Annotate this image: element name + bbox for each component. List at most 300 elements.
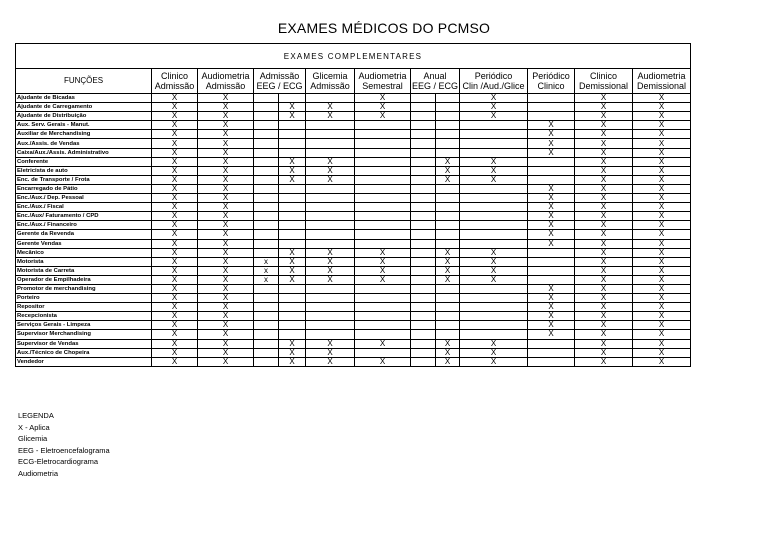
table-row — [16, 157, 691, 166]
exam-mark-cell — [279, 239, 306, 248]
exam-mark-cell: X — [460, 94, 528, 103]
exam-mark-cell — [306, 194, 355, 203]
exam-mark-cell: X — [460, 266, 528, 275]
function-name: Enc. de Transporte / Frota — [16, 175, 152, 184]
exam-mark-cell: X — [355, 357, 411, 366]
exam-mark-cell — [528, 357, 575, 366]
exam-mark-cell — [528, 257, 575, 266]
exams-table — [15, 43, 691, 367]
exam-mark-cell — [436, 130, 460, 139]
exam-mark-cell: X — [279, 175, 306, 184]
exam-mark-cell — [436, 184, 460, 193]
exam-mark-cell — [411, 148, 436, 157]
exam-mark-cell: X — [575, 239, 633, 248]
exam-mark-cell — [436, 194, 460, 203]
exam-mark-cell — [436, 230, 460, 239]
exam-mark-cell: X — [575, 321, 633, 330]
exam-mark-cell: X — [436, 157, 460, 166]
exam-mark-cell — [306, 121, 355, 130]
exam-mark-cell — [411, 212, 436, 221]
exam-mark-cell — [355, 221, 411, 230]
function-name: Enc./Aux/ Faturamento / CPD — [16, 212, 152, 221]
exam-mark-cell: X — [528, 203, 575, 212]
legend-item: EEG - Eletroencefalograma — [18, 445, 110, 455]
function-name: Ajudante de Distribuição — [16, 112, 152, 121]
function-name: Enc./Aux./ Dep. Pessoal — [16, 194, 152, 203]
exam-mark-cell: X — [575, 248, 633, 257]
exam-mark-cell — [411, 330, 436, 339]
function-name: Porteiro — [16, 294, 152, 303]
table-row — [16, 139, 691, 148]
exam-mark-cell — [279, 294, 306, 303]
exam-mark-cell: X — [575, 266, 633, 275]
function-name: Ajudante de Carregamento — [16, 103, 152, 112]
exam-mark-cell: X — [633, 312, 691, 321]
exam-mark-cell — [254, 348, 279, 357]
exam-mark-cell: X — [198, 321, 254, 330]
exam-mark-cell: X — [198, 303, 254, 312]
exam-mark-cell: X — [152, 284, 198, 293]
exam-mark-cell: X — [152, 275, 198, 284]
exam-mark-cell — [411, 139, 436, 148]
exam-mark-cell — [355, 121, 411, 130]
exam-mark-cell — [254, 184, 279, 193]
exam-mark-cell: X — [528, 239, 575, 248]
exam-mark-cell — [279, 194, 306, 203]
exam-mark-cell: X — [306, 166, 355, 175]
exam-mark-cell: X — [575, 303, 633, 312]
exam-mark-cell: X — [460, 166, 528, 175]
legend-item: ECG-Eletrocardiograma — [18, 457, 99, 467]
exam-mark-cell: X — [306, 175, 355, 184]
exam-mark-cell: X — [279, 357, 306, 366]
exam-mark-cell — [460, 294, 528, 303]
exam-mark-cell — [279, 303, 306, 312]
header-admissao-eeg-ecg: Admissão EEG / ECG — [254, 69, 306, 94]
exam-mark-cell — [460, 239, 528, 248]
exam-mark-cell: X — [279, 339, 306, 348]
exam-mark-cell — [355, 348, 411, 357]
exam-mark-cell: X — [460, 112, 528, 121]
exam-mark-cell: X — [528, 194, 575, 203]
exam-mark-cell — [411, 121, 436, 130]
exam-mark-cell — [528, 94, 575, 103]
exam-mark-cell — [411, 275, 436, 284]
exam-mark-cell: X — [198, 339, 254, 348]
exam-mark-cell: X — [355, 266, 411, 275]
function-name: Supervisor Merchandising — [16, 330, 152, 339]
table-row — [16, 230, 691, 239]
table-row — [16, 194, 691, 203]
exam-mark-cell: X — [575, 294, 633, 303]
exam-mark-cell: X — [355, 112, 411, 121]
exam-mark-cell — [355, 175, 411, 184]
table-row — [16, 130, 691, 139]
exam-mark-cell: X — [198, 103, 254, 112]
exam-mark-cell — [411, 103, 436, 112]
exam-mark-cell — [306, 221, 355, 230]
exam-mark-cell: X — [633, 357, 691, 366]
exam-mark-cell: X — [198, 294, 254, 303]
header-audiometria-semestral: Audiometria Semestral — [355, 69, 411, 94]
exam-mark-cell: X — [279, 103, 306, 112]
exam-mark-cell: X — [436, 257, 460, 266]
header-periodico-clin-aud-glice: Periódico Clin /Aud./Glice — [460, 69, 528, 94]
exam-mark-cell — [279, 148, 306, 157]
exam-mark-cell: X — [633, 348, 691, 357]
exam-mark-cell: X — [198, 212, 254, 221]
exam-mark-cell: X — [528, 212, 575, 221]
exam-mark-cell: X — [633, 166, 691, 175]
exam-mark-cell — [411, 266, 436, 275]
exam-mark-cell — [254, 330, 279, 339]
exam-mark-cell — [411, 303, 436, 312]
exam-mark-cell: X — [633, 230, 691, 239]
table-row — [16, 203, 691, 212]
exam-mark-cell: X — [575, 112, 633, 121]
header-anual-eeg-ecg: Anual EEG / ECG — [411, 69, 460, 94]
exam-mark-cell — [355, 203, 411, 212]
exam-mark-cell: X — [633, 303, 691, 312]
exam-mark-cell — [436, 103, 460, 112]
exam-mark-cell: X — [633, 157, 691, 166]
exam-mark-cell: X — [152, 94, 198, 103]
header-clinico-admissao: Clinico Admissão — [152, 69, 198, 94]
exam-mark-cell — [436, 221, 460, 230]
exam-mark-cell: X — [198, 175, 254, 184]
exam-mark-cell — [355, 184, 411, 193]
exam-mark-cell — [528, 175, 575, 184]
exam-mark-cell — [355, 130, 411, 139]
exam-mark-cell: X — [152, 175, 198, 184]
exam-mark-cell — [355, 157, 411, 166]
exam-mark-cell — [411, 230, 436, 239]
exam-mark-cell: X — [152, 194, 198, 203]
exam-mark-cell: X — [152, 148, 198, 157]
exam-mark-cell: X — [575, 312, 633, 321]
exam-mark-cell: X — [633, 203, 691, 212]
exam-mark-cell: X — [198, 94, 254, 103]
exam-mark-cell — [306, 148, 355, 157]
function-name: Ajudante de Bicadas — [16, 94, 152, 103]
exam-mark-cell: X — [633, 148, 691, 157]
exam-mark-cell: X — [575, 103, 633, 112]
exam-mark-cell — [254, 112, 279, 121]
exam-mark-cell: X — [575, 194, 633, 203]
function-name: Enc./Aux./ Financeiro — [16, 221, 152, 230]
exam-mark-cell: X — [633, 94, 691, 103]
exam-mark-cell — [254, 139, 279, 148]
exam-mark-cell: X — [436, 339, 460, 348]
exam-mark-cell: X — [152, 103, 198, 112]
exam-mark-cell — [460, 321, 528, 330]
exam-mark-cell — [306, 94, 355, 103]
exam-mark-cell: X — [152, 357, 198, 366]
function-name: Caixa/Aux./Assis. Administrativo — [16, 148, 152, 157]
table-row — [16, 294, 691, 303]
exam-mark-cell — [436, 294, 460, 303]
exam-mark-cell: X — [575, 121, 633, 130]
exam-mark-cell — [355, 239, 411, 248]
exam-mark-cell: X — [528, 184, 575, 193]
exam-mark-cell — [411, 166, 436, 175]
exam-mark-cell — [460, 148, 528, 157]
exam-mark-cell: X — [460, 257, 528, 266]
exam-mark-cell: X — [633, 121, 691, 130]
exam-mark-cell — [355, 212, 411, 221]
exam-mark-cell — [306, 330, 355, 339]
exam-mark-cell: X — [355, 248, 411, 257]
legend-item: Glicemia — [18, 434, 48, 444]
exam-mark-cell — [279, 203, 306, 212]
exam-mark-cell — [436, 203, 460, 212]
exam-mark-cell — [279, 94, 306, 103]
exam-mark-cell — [306, 139, 355, 148]
exam-mark-cell: X — [306, 357, 355, 366]
exam-mark-cell: X — [198, 266, 254, 275]
exam-mark-cell — [254, 148, 279, 157]
exam-mark-cell: X — [633, 221, 691, 230]
exam-mark-cell — [306, 130, 355, 139]
exam-mark-cell: X — [306, 348, 355, 357]
exam-mark-cell — [528, 157, 575, 166]
exam-mark-cell: X — [152, 312, 198, 321]
exam-mark-cell — [279, 121, 306, 130]
exam-mark-cell: X — [460, 175, 528, 184]
exam-mark-cell: X — [279, 266, 306, 275]
exam-mark-cell: X — [152, 184, 198, 193]
function-name: Auxiliar de Merchandising — [16, 130, 152, 139]
table-row — [16, 321, 691, 330]
exam-mark-cell — [306, 294, 355, 303]
exam-mark-cell — [460, 130, 528, 139]
exam-mark-cell — [254, 157, 279, 166]
exam-mark-cell — [279, 330, 306, 339]
exam-mark-cell — [436, 330, 460, 339]
exam-mark-cell: X — [198, 357, 254, 366]
exam-mark-cell — [528, 266, 575, 275]
exam-mark-cell — [306, 203, 355, 212]
exam-mark-cell — [411, 184, 436, 193]
exam-mark-cell — [254, 130, 279, 139]
exam-mark-cell: X — [279, 248, 306, 257]
exam-mark-cell: X — [306, 275, 355, 284]
function-name: Supervisor de Vendas — [16, 339, 152, 348]
exam-mark-cell: x — [254, 266, 279, 275]
exam-mark-cell — [436, 321, 460, 330]
exam-mark-cell: X — [460, 348, 528, 357]
exam-mark-cell: X — [633, 184, 691, 193]
exam-mark-cell: X — [633, 239, 691, 248]
exam-mark-cell: X — [633, 294, 691, 303]
exam-mark-cell: X — [575, 157, 633, 166]
table-row — [16, 330, 691, 339]
header-glicemia-admissao: Glicemia Admissão — [306, 69, 355, 94]
exam-mark-cell: X — [436, 357, 460, 366]
exam-mark-cell — [279, 184, 306, 193]
exam-mark-cell: X — [152, 303, 198, 312]
exam-mark-cell: X — [152, 248, 198, 257]
exam-mark-cell — [254, 221, 279, 230]
exam-mark-cell: X — [198, 139, 254, 148]
exam-mark-cell — [436, 94, 460, 103]
exam-mark-cell: x — [254, 275, 279, 284]
exam-mark-cell — [460, 194, 528, 203]
exam-mark-cell — [528, 112, 575, 121]
table-row — [16, 103, 691, 112]
exam-mark-cell: X — [198, 348, 254, 357]
exam-mark-cell — [254, 94, 279, 103]
table-row — [16, 166, 691, 175]
exam-mark-cell — [411, 294, 436, 303]
table-body — [16, 94, 691, 367]
exam-mark-cell: X — [633, 194, 691, 203]
exam-mark-cell: X — [152, 348, 198, 357]
exam-mark-cell — [411, 239, 436, 248]
exam-mark-cell: X — [633, 130, 691, 139]
exam-mark-cell — [528, 103, 575, 112]
exam-mark-cell — [411, 94, 436, 103]
exam-mark-cell: X — [460, 357, 528, 366]
table-row — [16, 348, 691, 357]
exam-mark-cell — [460, 139, 528, 148]
exam-mark-cell: X — [152, 257, 198, 266]
exam-mark-cell — [254, 312, 279, 321]
exam-mark-cell: X — [306, 112, 355, 121]
exam-mark-cell — [306, 321, 355, 330]
exam-mark-cell: X — [355, 275, 411, 284]
exam-mark-cell — [254, 339, 279, 348]
exam-mark-cell — [254, 294, 279, 303]
exam-mark-cell: X — [279, 275, 306, 284]
exam-mark-cell: X — [436, 175, 460, 184]
exam-mark-cell — [355, 330, 411, 339]
exam-mark-cell — [306, 239, 355, 248]
exam-mark-cell — [528, 348, 575, 357]
exam-mark-cell — [279, 212, 306, 221]
table-row — [16, 284, 691, 293]
function-name: Recepcionista — [16, 312, 152, 321]
exam-mark-cell — [460, 203, 528, 212]
exam-mark-cell: X — [633, 266, 691, 275]
exam-mark-cell — [436, 303, 460, 312]
exam-mark-cell: X — [152, 266, 198, 275]
exam-mark-cell: X — [152, 112, 198, 121]
exam-mark-cell: X — [575, 203, 633, 212]
exam-mark-cell — [411, 257, 436, 266]
exam-mark-cell: X — [279, 166, 306, 175]
function-name: Operador de Empilhadeira — [16, 275, 152, 284]
exam-mark-cell — [254, 321, 279, 330]
exam-mark-cell — [436, 239, 460, 248]
table-row — [16, 112, 691, 121]
exam-mark-cell: X — [152, 139, 198, 148]
exam-mark-cell: X — [460, 339, 528, 348]
exam-mark-cell: X — [152, 230, 198, 239]
exam-mark-cell — [254, 239, 279, 248]
function-name: Gerente Vendas — [16, 239, 152, 248]
exam-mark-cell — [436, 212, 460, 221]
exam-mark-cell: X — [575, 94, 633, 103]
function-name: Aux./Assis. de Vendas — [16, 139, 152, 148]
function-name: Aux./Técnico de Chopeira — [16, 348, 152, 357]
exam-mark-cell — [306, 284, 355, 293]
exam-mark-cell — [279, 221, 306, 230]
exam-mark-cell: X — [575, 330, 633, 339]
exam-mark-cell: X — [198, 184, 254, 193]
exam-mark-cell — [355, 284, 411, 293]
exam-mark-cell — [460, 221, 528, 230]
exam-mark-cell — [254, 103, 279, 112]
table-row — [16, 184, 691, 193]
exam-mark-cell — [436, 139, 460, 148]
exam-mark-cell — [306, 212, 355, 221]
exam-mark-cell — [411, 248, 436, 257]
band-header: EXAMES COMPLEMENTARES — [16, 44, 691, 69]
exam-mark-cell: X — [528, 130, 575, 139]
exam-mark-cell: X — [306, 248, 355, 257]
exam-mark-cell — [528, 339, 575, 348]
exam-mark-cell: X — [198, 121, 254, 130]
exam-mark-cell — [528, 275, 575, 284]
exam-mark-cell — [460, 330, 528, 339]
exam-mark-cell: X — [198, 194, 254, 203]
exam-mark-cell: X — [633, 257, 691, 266]
header-audiometria-demissional: Audiometria Demissional — [633, 69, 691, 94]
exam-mark-cell: X — [152, 212, 198, 221]
exam-mark-cell: X — [355, 339, 411, 348]
exam-mark-cell: x — [254, 257, 279, 266]
exam-mark-cell — [355, 194, 411, 203]
exam-mark-cell — [460, 303, 528, 312]
exam-mark-cell: X — [436, 266, 460, 275]
exam-mark-cell: X — [436, 275, 460, 284]
exam-mark-cell — [254, 121, 279, 130]
exam-mark-cell — [279, 130, 306, 139]
exam-mark-cell: X — [575, 348, 633, 357]
exam-mark-cell — [279, 312, 306, 321]
exam-mark-cell: X — [633, 339, 691, 348]
header-periodico-clinico: Periódico Clinico — [528, 69, 575, 94]
exam-mark-cell — [460, 312, 528, 321]
exam-mark-cell — [460, 212, 528, 221]
exam-mark-cell: X — [152, 221, 198, 230]
exam-mark-cell — [411, 194, 436, 203]
exam-mark-cell — [411, 175, 436, 184]
function-name: Aux. Serv. Gerais - Manut. — [16, 121, 152, 130]
page-title: EXAMES MÉDICOS DO PCMSO — [277, 20, 491, 36]
table-row — [16, 239, 691, 248]
exam-mark-cell: X — [633, 275, 691, 284]
exam-mark-cell: X — [528, 221, 575, 230]
legend — [18, 410, 110, 480]
exam-mark-cell — [460, 230, 528, 239]
table-row — [16, 312, 691, 321]
exam-mark-cell — [436, 284, 460, 293]
exam-mark-cell: X — [355, 257, 411, 266]
function-name: Motorista — [16, 257, 152, 266]
exam-mark-cell: X — [198, 330, 254, 339]
exam-mark-cell: X — [460, 275, 528, 284]
header-clinico-demissional: Clinico Demissional — [575, 69, 633, 94]
exam-mark-cell: X — [460, 103, 528, 112]
exam-mark-cell: X — [152, 203, 198, 212]
exam-mark-cell: X — [528, 230, 575, 239]
exam-mark-cell: X — [528, 294, 575, 303]
exam-mark-cell — [411, 348, 436, 357]
exam-mark-cell: X — [198, 157, 254, 166]
function-name: Enc./Aux./ Fiscal — [16, 203, 152, 212]
